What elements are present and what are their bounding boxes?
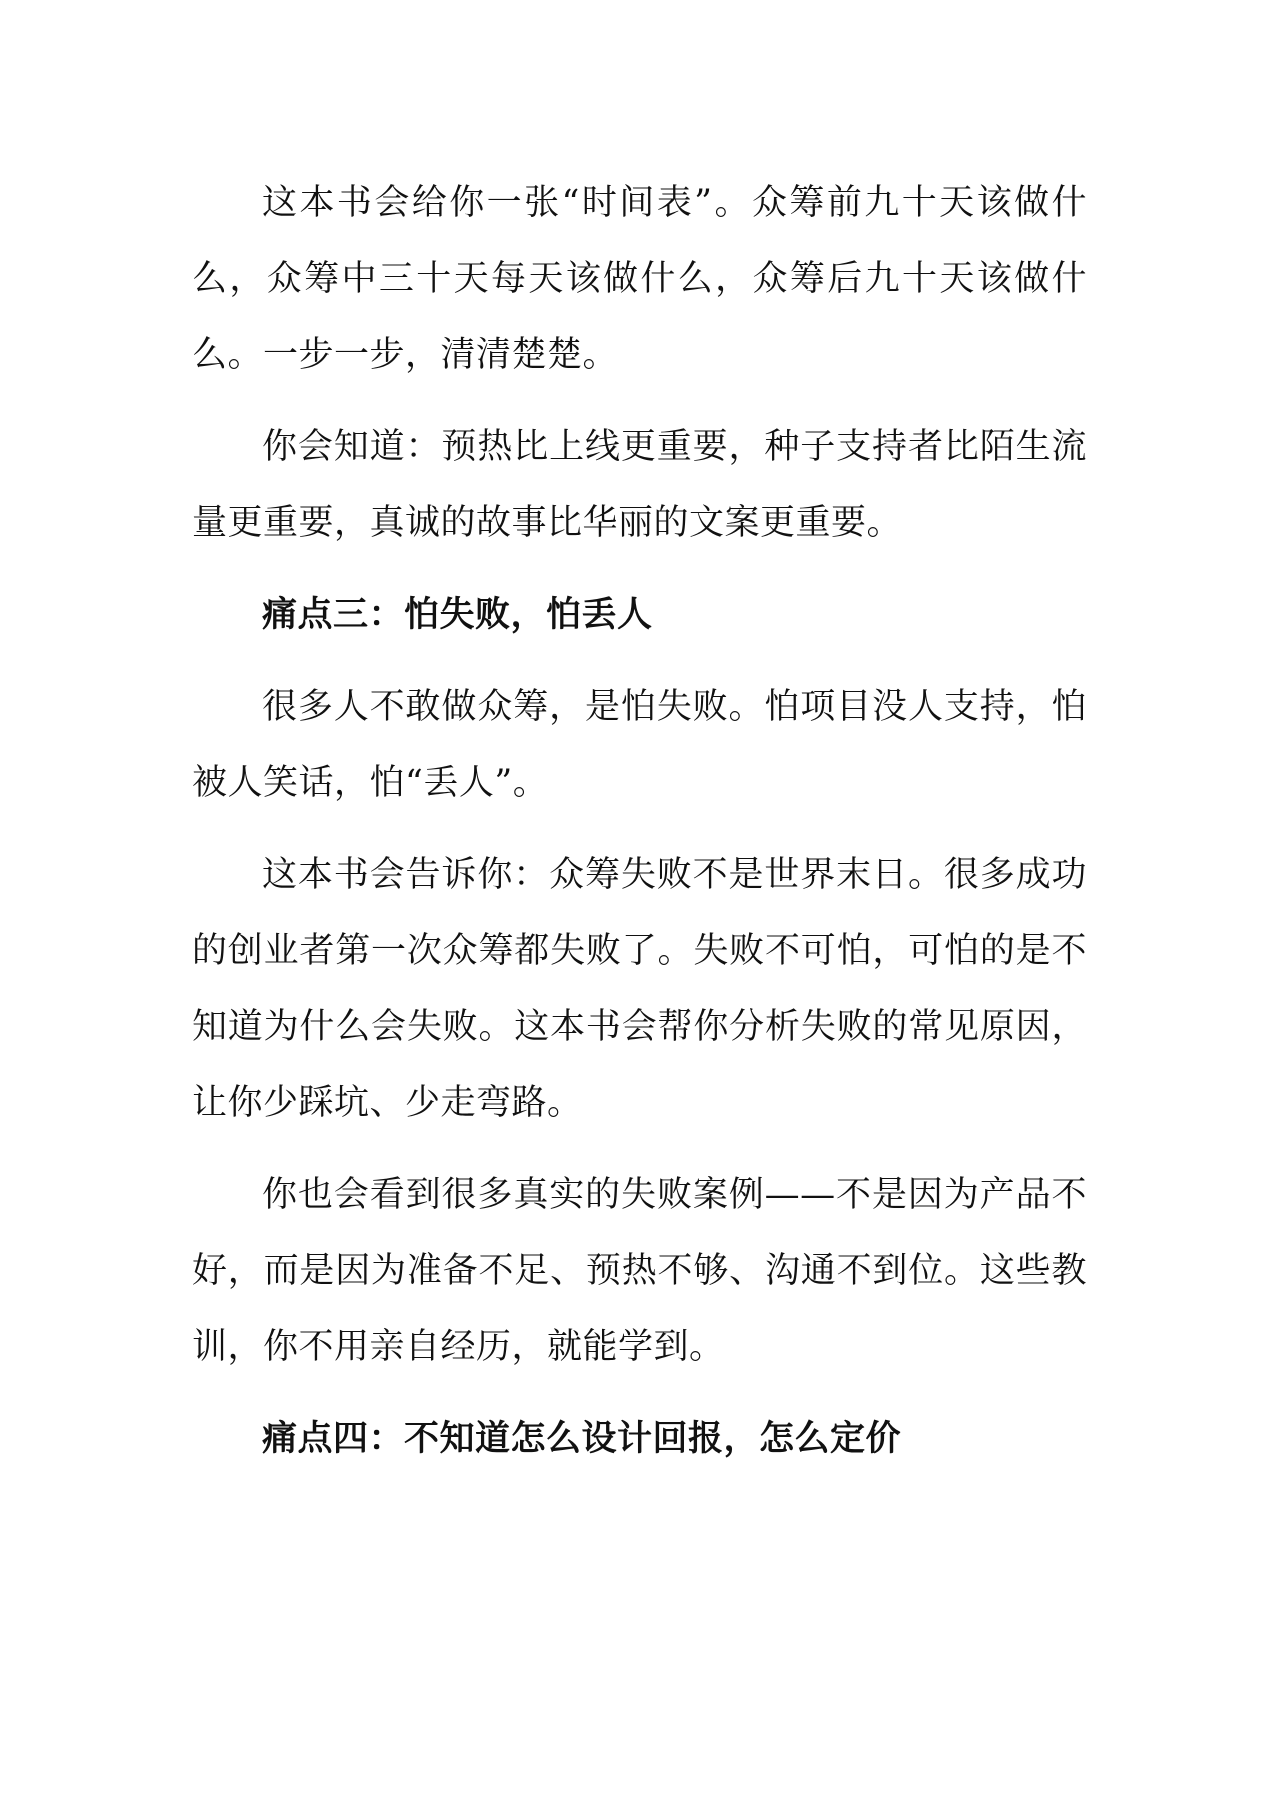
- section-heading-pain-point-3: 痛点三：怕失败，怕丢人: [262, 594, 653, 635]
- paragraph-gap: [192, 653, 1087, 669]
- paragraph-timetable: 这本书会给你一张“时间表”。众筹前九十天该做什么，众筹中三十天每天该做什么，众筹后九十天该做什么。一步一步，清清楚楚。: [192, 183, 1087, 375]
- paragraph-gap: [192, 393, 1087, 409]
- paragraph-fear-of-failure: 很多人不敢做众筹，是怕失败。怕项目没人支持，怕被人笑话，怕“丢人”。: [192, 687, 1087, 803]
- section-heading-pain-point-4: 痛点四：不知道怎么设计回报，怎么定价: [262, 1418, 902, 1459]
- paragraph-gap: [192, 1141, 1087, 1157]
- paragraph-failure-not-end: 这本书会告诉你：众筹失败不是世界末日。很多成功的创业者第一次众筹都失败了。失败不可怕，可怕的是不知道为什么会失败。这本书会帮你分析失败的常见原因，让你少踩坑、少走弯路。: [192, 855, 1087, 1123]
- paragraph-gap: [192, 1385, 1087, 1401]
- paragraph-gap: [192, 821, 1087, 837]
- paragraph-priorities: 你会知道：预热比上线更重要，种子支持者比陌生流量更重要，真诚的故事比华丽的文案更重要。: [192, 427, 1087, 543]
- document-body: [192, 165, 1087, 1477]
- paragraph-gap: [192, 561, 1087, 577]
- paragraph-failure-cases: 你也会看到很多真实的失败案例——不是因为产品不好，而是因为准备不足、预热不够、沟通不到位。这些教训，你不用亲自经历，就能学到。: [192, 1175, 1087, 1367]
